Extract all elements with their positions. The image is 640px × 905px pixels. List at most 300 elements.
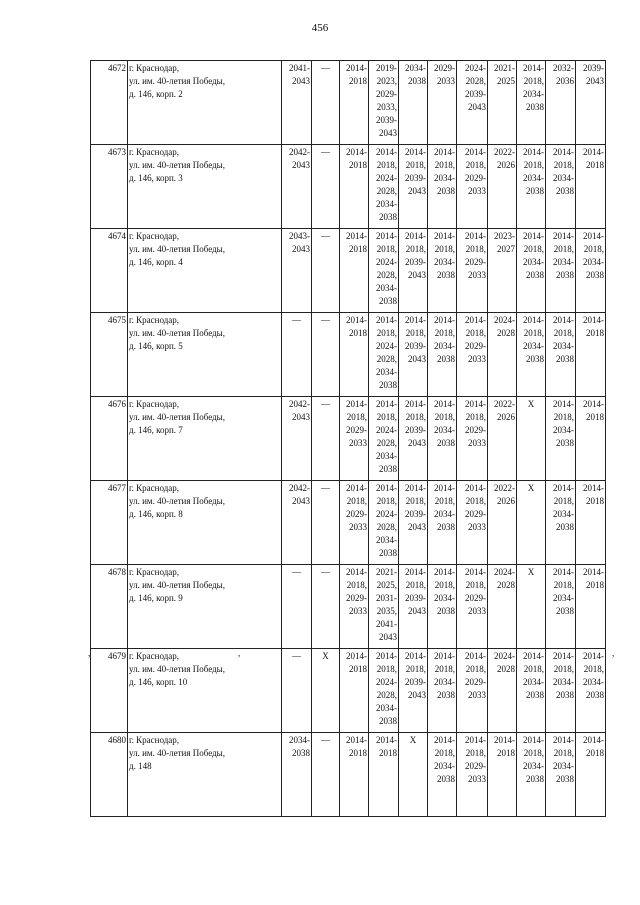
period-line: 2014-: [465, 483, 486, 493]
period-line: 2018,: [376, 412, 397, 422]
period-line: 2018,: [405, 412, 426, 422]
period-cell: [282, 313, 312, 397]
row-number-cell: 4672: [91, 61, 128, 145]
period-line: 2014-: [583, 483, 604, 493]
period-line: 2043: [468, 102, 486, 112]
period-cell: [340, 229, 369, 313]
period-line: 2014-: [523, 147, 544, 157]
period-line: 2039-: [465, 89, 486, 99]
address-line: г. Краснодар,: [129, 651, 180, 661]
period-line: 2038: [379, 716, 397, 726]
dash-mark: —: [321, 63, 330, 73]
period-line: 2042-: [289, 147, 310, 157]
period-line: 2018,: [434, 580, 455, 590]
stray-mark-right: ,: [612, 648, 615, 658]
table-row: [91, 397, 606, 481]
period-line: 2014-: [553, 567, 574, 577]
period-line: 2038: [437, 270, 455, 280]
address-line: ул. им. 40-летия Победы,: [129, 664, 225, 674]
period-line: 2034-: [553, 425, 574, 435]
period-line: 2025: [497, 76, 515, 86]
period-cell: [282, 397, 312, 481]
period-line: 2018,: [523, 748, 544, 758]
table-row: [91, 649, 606, 733]
period-cell: [428, 649, 457, 733]
period-line: 2014-: [553, 483, 574, 493]
period-line: 2024-: [376, 425, 397, 435]
period-line: 2018,: [465, 244, 486, 254]
period-cell: [369, 733, 399, 817]
period-line: 2019-: [376, 63, 397, 73]
address-line: г. Краснодар,: [129, 399, 180, 409]
period-cell: [428, 313, 457, 397]
period-line: 2034-: [289, 735, 310, 745]
address-cell: [128, 61, 282, 145]
table-row: [91, 733, 606, 817]
period-line: 2028: [497, 580, 515, 590]
row-number-cell: 4675: [91, 313, 128, 397]
period-line: 2018,: [553, 664, 574, 674]
period-line: 2033: [437, 76, 455, 86]
period-line: 2018,: [434, 160, 455, 170]
period-line: 2034-: [553, 173, 574, 183]
period-line: 2018,: [583, 664, 604, 674]
period-line: 2014-: [346, 315, 367, 325]
period-line: 2039-: [405, 341, 426, 351]
table-row: [91, 481, 606, 565]
period-line: 2043: [408, 186, 426, 196]
period-line: 2038: [526, 354, 544, 364]
period-cell: [399, 229, 428, 313]
period-line: 2018,: [434, 664, 455, 674]
period-line: 2018,: [523, 328, 544, 338]
period-line: 2034-: [553, 593, 574, 603]
period-line: 2038: [437, 522, 455, 532]
period-cell: [340, 733, 369, 817]
period-line: 2038: [379, 296, 397, 306]
period-line: 2024-: [494, 651, 515, 661]
period-cell: [517, 313, 546, 397]
period-line: 2014-: [376, 651, 397, 661]
period-line: 2014-: [434, 315, 455, 325]
period-line: 2039-: [405, 257, 426, 267]
period-line: 2022-: [494, 399, 515, 409]
period-line: 2014-: [346, 63, 367, 73]
period-line: 2018,: [523, 160, 544, 170]
period-line: 2038: [586, 270, 604, 280]
period-line: 2043: [408, 606, 426, 616]
period-line: 2039-: [376, 115, 397, 125]
period-cell: [428, 565, 457, 649]
period-line: 2038: [556, 270, 574, 280]
period-line: 2014-: [465, 147, 486, 157]
address-line: ул. им. 40-летия Победы,: [129, 412, 225, 422]
period-cell: [340, 481, 369, 565]
period-line: 2014-: [376, 147, 397, 157]
period-cell: [282, 481, 312, 565]
period-cell: [576, 229, 606, 313]
stray-mark-left: ,: [88, 648, 91, 658]
period-line: 2043: [379, 128, 397, 138]
address-line: г. Краснодар,: [129, 315, 180, 325]
period-line: 2023,: [376, 76, 397, 86]
period-line: 2033: [349, 522, 367, 532]
period-line: 2014-: [434, 231, 455, 241]
period-cell: [576, 565, 606, 649]
address-line: д. 146, корп. 10: [129, 677, 188, 687]
period-line: 2014-: [523, 63, 544, 73]
period-line: 2038: [526, 270, 544, 280]
row-number-cell: 4678: [91, 565, 128, 649]
period-cell: [488, 61, 517, 145]
row-number-cell: 4673: [91, 145, 128, 229]
period-line: 2034-: [553, 257, 574, 267]
period-line: 2028: [497, 328, 515, 338]
period-line: 2014-: [346, 567, 367, 577]
period-line: 2034-: [434, 173, 455, 183]
period-cell: [340, 565, 369, 649]
period-line: 2026: [497, 160, 515, 170]
period-cell: [312, 229, 340, 313]
period-line: 2014-: [583, 147, 604, 157]
period-line: 2043: [408, 354, 426, 364]
address-line: г. Краснодар,: [129, 735, 180, 745]
period-cell: [488, 565, 517, 649]
period-line: 2039-: [405, 677, 426, 687]
period-line: 2038: [379, 548, 397, 558]
period-line: 2033: [468, 522, 486, 532]
period-line: 2043: [408, 270, 426, 280]
period-line: 2021-: [376, 567, 397, 577]
period-cell: [457, 481, 488, 565]
period-line: 2018,: [465, 412, 486, 422]
period-line: 2014-: [583, 735, 604, 745]
period-line: 2036: [556, 76, 574, 86]
period-line: 2028,: [465, 76, 486, 86]
address-line: ул. им. 40-летия Победы,: [129, 76, 225, 86]
period-line: 2018,: [405, 244, 426, 254]
period-cell: [546, 733, 576, 817]
period-cell: [576, 481, 606, 565]
period-line: 2034-: [523, 89, 544, 99]
period-line: 2014-: [523, 651, 544, 661]
period-line: 2014-: [346, 735, 367, 745]
x-mark: X: [527, 483, 535, 493]
period-line: 2018: [586, 580, 604, 590]
dash-mark: —: [321, 399, 330, 409]
dash-mark: —: [321, 567, 330, 577]
period-line: 2018,: [376, 244, 397, 254]
address-cell: [128, 229, 282, 313]
period-line: 2033: [468, 438, 486, 448]
period-cell: [282, 61, 312, 145]
period-cell: [428, 733, 457, 817]
period-cell: [312, 649, 340, 733]
period-line: 2038: [556, 438, 574, 448]
period-line: 2018,: [346, 412, 367, 422]
period-cell: [282, 649, 312, 733]
period-cell: [399, 733, 428, 817]
period-line: 2034-: [434, 593, 455, 603]
row-number-cell: 4674: [91, 229, 128, 313]
period-line: 2014-: [523, 735, 544, 745]
period-line: 2038: [526, 690, 544, 700]
table-body: [91, 61, 606, 817]
period-line: 2039-: [405, 593, 426, 603]
address-cell: [128, 733, 282, 817]
period-cell: [428, 145, 457, 229]
period-line: 2018: [497, 748, 515, 758]
address-line: д. 146, корп. 7: [129, 425, 183, 435]
period-line: 2014-: [434, 735, 455, 745]
period-line: 2034-: [376, 367, 397, 377]
address-line: д. 146, корп. 9: [129, 593, 183, 603]
period-line: 2014-: [553, 735, 574, 745]
period-line: 2027: [497, 244, 515, 254]
period-cell: [369, 229, 399, 313]
period-line: 2034-: [434, 761, 455, 771]
period-line: 2034-: [434, 425, 455, 435]
period-line: 2038: [437, 774, 455, 784]
period-line: 2041-: [289, 63, 310, 73]
period-line: 2043: [379, 632, 397, 642]
row-number-cell: 4677: [91, 481, 128, 565]
period-cell: [488, 649, 517, 733]
period-cell: [517, 397, 546, 481]
period-cell: [369, 649, 399, 733]
period-line: 2018: [586, 328, 604, 338]
period-line: 2018,: [553, 412, 574, 422]
period-line: 2018,: [405, 160, 426, 170]
period-line: 2014-: [553, 315, 574, 325]
x-mark: X: [322, 651, 329, 661]
period-line: 2028,: [376, 522, 397, 532]
period-line: 2018,: [434, 244, 455, 254]
period-line: 2029-: [465, 677, 486, 687]
period-cell: [428, 229, 457, 313]
period-line: 2034-: [376, 535, 397, 545]
period-line: 2039-: [405, 425, 426, 435]
period-cell: [457, 313, 488, 397]
period-cell: [399, 649, 428, 733]
period-line: 2014-: [346, 147, 367, 157]
period-cell: [399, 313, 428, 397]
period-line: 2018,: [405, 496, 426, 506]
row-number-cell: 4679: [91, 649, 128, 733]
period-line: 2028,: [376, 438, 397, 448]
period-line: 2029-: [465, 761, 486, 771]
page-number: 456: [311, 22, 329, 34]
address-line: д. 146, корп. 2: [129, 89, 183, 99]
period-line: 2014-: [553, 651, 574, 661]
period-line: 2031-: [376, 593, 397, 603]
period-cell: [340, 649, 369, 733]
period-cell: [312, 397, 340, 481]
period-line: 2043: [292, 412, 310, 422]
dash-mark: —: [321, 231, 330, 241]
period-cell: [517, 733, 546, 817]
period-line: 2024-: [494, 567, 515, 577]
period-line: 2034-: [376, 199, 397, 209]
period-cell: [282, 733, 312, 817]
period-line: 2033: [468, 606, 486, 616]
period-cell: [488, 229, 517, 313]
period-line: 2018,: [376, 160, 397, 170]
period-line: 2028: [497, 664, 515, 674]
period-line: 2018,: [523, 664, 544, 674]
period-line: 2038: [437, 438, 455, 448]
period-line: 2038: [292, 748, 310, 758]
period-line: 2018: [349, 748, 367, 758]
period-cell: [457, 397, 488, 481]
period-cell: [282, 565, 312, 649]
period-line: 2018: [379, 748, 397, 758]
x-mark: X: [527, 567, 535, 577]
period-line: 2033: [468, 186, 486, 196]
period-line: 2041-: [376, 619, 397, 629]
period-line: 2038: [526, 102, 544, 112]
period-line: 2018: [586, 496, 604, 506]
period-line: 2038: [437, 606, 455, 616]
period-line: 2034-: [583, 677, 604, 687]
period-line: 2034-: [523, 761, 544, 771]
period-line: 2034-: [376, 451, 397, 461]
table-row: [91, 229, 606, 313]
period-line: 2029-: [465, 173, 486, 183]
period-line: 2018,: [583, 244, 604, 254]
period-cell: [399, 61, 428, 145]
table-row: [91, 313, 606, 397]
address-cell: [128, 649, 282, 733]
period-line: 2032-: [553, 63, 574, 73]
period-line: 2018,: [523, 244, 544, 254]
period-line: 2038: [556, 522, 574, 532]
period-line: 2018: [349, 160, 367, 170]
period-cell: [457, 61, 488, 145]
period-line: 2022-: [494, 147, 515, 157]
period-line: 2014-: [434, 567, 455, 577]
period-line: 2018: [586, 160, 604, 170]
period-line: 2042-: [289, 399, 310, 409]
period-cell: [546, 481, 576, 565]
x-mark: X: [527, 399, 535, 409]
period-line: 2038: [379, 212, 397, 222]
period-line: 2014-: [376, 399, 397, 409]
period-line: 2018,: [405, 328, 426, 338]
period-cell: [369, 397, 399, 481]
period-line: 2042-: [289, 483, 310, 493]
period-line: 2014-: [376, 735, 397, 745]
period-line: 2018,: [553, 160, 574, 170]
period-line: 2014-: [346, 483, 367, 493]
period-line: 2038: [586, 690, 604, 700]
period-line: 2043: [292, 496, 310, 506]
row-number-cell: 4680: [91, 733, 128, 817]
period-cell: [488, 145, 517, 229]
row-number-cell: 4676: [91, 397, 128, 481]
period-line: 2028,: [376, 690, 397, 700]
period-line: 2014-: [346, 651, 367, 661]
address-line: д. 146, корп. 8: [129, 509, 183, 519]
period-line: 2014-: [434, 651, 455, 661]
period-cell: [576, 397, 606, 481]
period-line: 2014-: [583, 231, 604, 241]
period-line: 2024-: [465, 63, 486, 73]
period-line: 2029-: [465, 341, 486, 351]
period-cell: [546, 649, 576, 733]
period-line: 2034-: [523, 677, 544, 687]
period-line: 2018: [349, 244, 367, 254]
period-line: 2014-: [376, 315, 397, 325]
period-line: 2029-: [346, 509, 367, 519]
period-line: 2024-: [494, 315, 515, 325]
period-line: 2018,: [346, 496, 367, 506]
period-cell: [517, 229, 546, 313]
period-cell: [312, 145, 340, 229]
period-line: 2014-: [553, 231, 574, 241]
period-cell: [457, 649, 488, 733]
period-line: 2018,: [553, 748, 574, 758]
period-line: 2024-: [376, 341, 397, 351]
period-line: 2043: [292, 76, 310, 86]
address-line: д. 146, корп. 3: [129, 173, 183, 183]
period-cell: [488, 733, 517, 817]
period-cell: [428, 481, 457, 565]
period-cell: [457, 145, 488, 229]
period-cell: [340, 397, 369, 481]
period-line: 2039-: [405, 173, 426, 183]
period-line: 2038: [556, 690, 574, 700]
period-cell: [546, 229, 576, 313]
period-line: 2024-: [376, 677, 397, 687]
period-cell: [428, 61, 457, 145]
schedule-table: [90, 60, 606, 817]
period-line: 2038: [556, 354, 574, 364]
period-line: 2014-: [434, 399, 455, 409]
period-line: 2034-: [523, 173, 544, 183]
dash-mark: —: [321, 315, 330, 325]
period-line: 2038: [379, 380, 397, 390]
period-line: 2028,: [376, 270, 397, 280]
period-cell: [312, 61, 340, 145]
period-line: 2034-: [434, 509, 455, 519]
period-line: 2038: [379, 464, 397, 474]
period-cell: [312, 481, 340, 565]
period-line: 2029-: [465, 509, 486, 519]
period-line: 2038: [556, 606, 574, 616]
period-line: 2014-: [405, 567, 426, 577]
period-line: 2018,: [553, 580, 574, 590]
period-line: 2039-: [583, 63, 604, 73]
address-line: д. 146, корп. 4: [129, 257, 183, 267]
period-line: 2014-: [465, 315, 486, 325]
period-cell: [399, 145, 428, 229]
period-line: 2014-: [583, 567, 604, 577]
address-line: г. Краснодар,: [129, 63, 180, 73]
period-line: 2026: [497, 412, 515, 422]
period-line: 2034-: [376, 703, 397, 713]
period-cell: [546, 61, 576, 145]
period-cell: [282, 229, 312, 313]
period-line: 2018,: [434, 496, 455, 506]
period-cell: [546, 313, 576, 397]
period-line: 2018: [586, 412, 604, 422]
period-line: 2014-: [405, 399, 426, 409]
address-line: д. 148: [129, 761, 152, 771]
period-line: 2018,: [465, 328, 486, 338]
period-cell: [282, 145, 312, 229]
table-row: [91, 61, 606, 145]
